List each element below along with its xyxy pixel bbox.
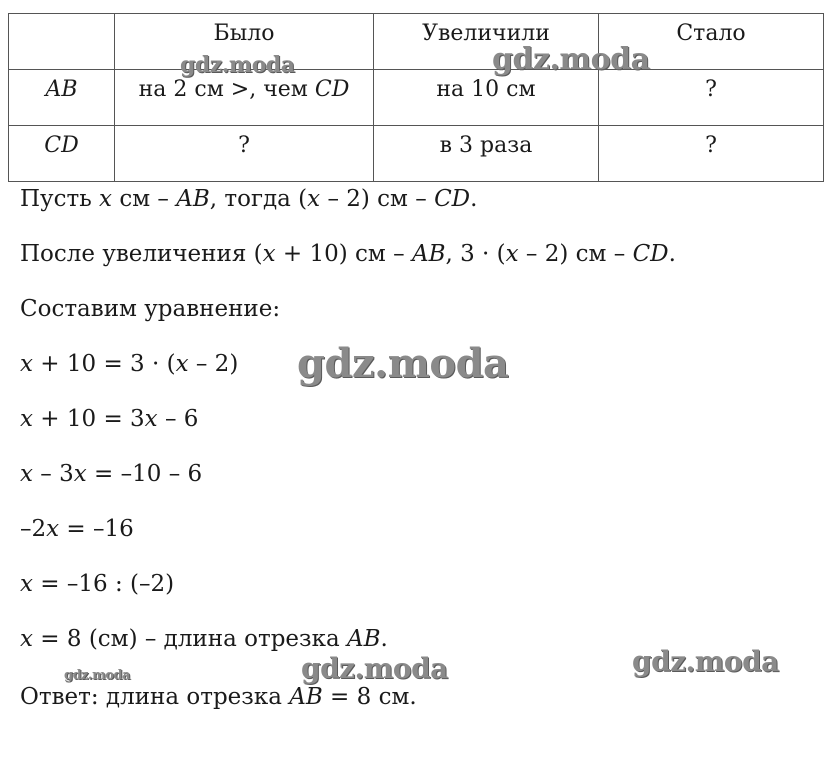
equation-2: x + 10 = 3x – 6: [20, 406, 199, 432]
equation-5: x = –16 : (–2): [20, 571, 175, 597]
header-cell: Было: [115, 14, 374, 70]
table-row: [9, 70, 824, 126]
table-cell: на 10 см: [374, 70, 599, 126]
problem-table: [8, 13, 824, 182]
solution-line-after: После увеличения (x + 10) см – AB, 3 · (x – 2) см – CD.: [20, 241, 676, 267]
equation-4: –2x = –16: [20, 516, 134, 542]
table-header-row: [9, 14, 824, 70]
table-row: [9, 126, 824, 182]
table-cell: ?: [599, 126, 824, 182]
watermark: gdz.moda: [297, 340, 509, 387]
row-label: AB: [9, 70, 115, 126]
header-cell: [9, 14, 115, 70]
table-cell: ?: [115, 126, 374, 182]
table-cell: ?: [599, 70, 824, 126]
watermark: gdz.moda: [632, 645, 779, 678]
solution-line-let: Пусть x см – AB, тогда (x – 2) см – CD.: [20, 186, 478, 212]
table-cell: на 2 см >, чем CD: [115, 70, 374, 126]
equation-1: x + 10 = 3 · (x – 2): [20, 351, 239, 377]
header-cell: Увеличили: [374, 14, 599, 70]
watermark: gdz.moda: [492, 42, 650, 77]
solution-line-compose: Составим уравнение:: [20, 296, 281, 322]
equation-6: x = 8 (см) – длина отрезка AB.: [20, 626, 388, 652]
table-cell: в 3 раза: [374, 126, 599, 182]
watermark: gdz.moda: [180, 52, 295, 78]
watermark: gdz.moda: [64, 668, 131, 683]
row-label: CD: [9, 126, 115, 182]
watermark: gdz.moda: [301, 652, 448, 685]
answer-line: Ответ: длина отрезка AB = 8 см.: [20, 684, 417, 710]
header-cell: Стало: [599, 14, 824, 70]
equation-3: x – 3x = –10 – 6: [20, 461, 203, 487]
